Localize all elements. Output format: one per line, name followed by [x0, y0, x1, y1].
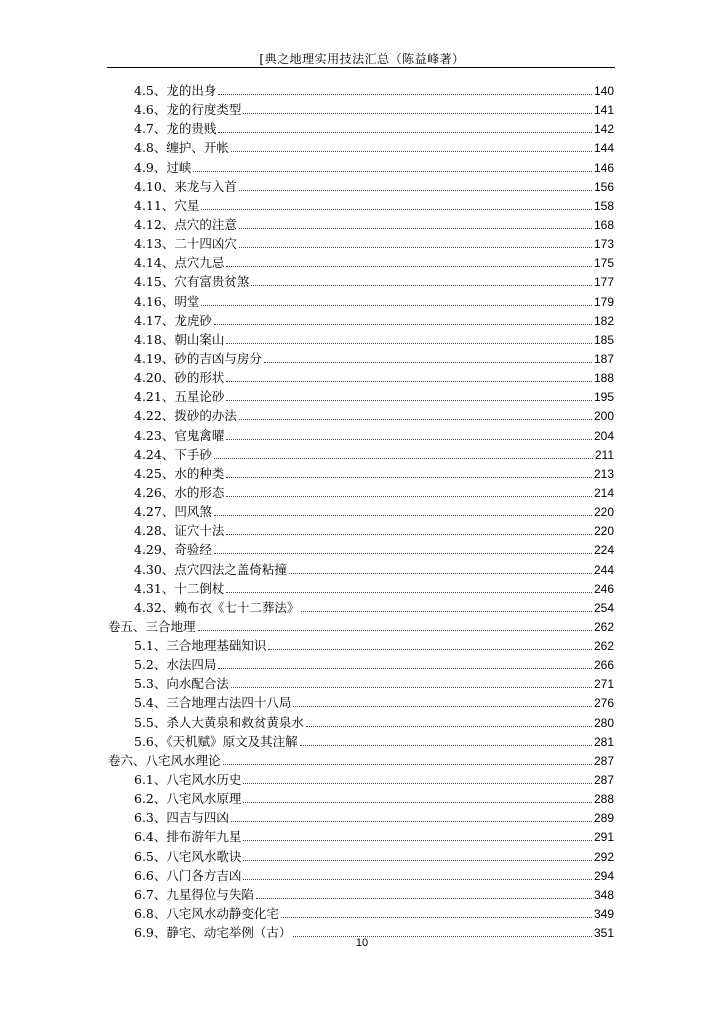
toc-entry-page: 187 — [593, 351, 614, 366]
dot-leader — [226, 533, 592, 535]
dot-leader — [268, 648, 592, 650]
dot-leader — [226, 438, 592, 440]
toc-entry-title: 4.8、缠护、开帐 — [134, 140, 229, 156]
toc-entry[interactable] — [134, 635, 614, 653]
toc-entry-title: 4.30、点穴四法之盖倚粘撞 — [134, 561, 287, 577]
toc-entry-title: 4.27、凹风煞 — [134, 504, 212, 520]
dot-leader — [301, 610, 592, 612]
toc-entry[interactable] — [134, 769, 614, 787]
toc-entry-title: 6.4、排布游年九星 — [134, 829, 242, 845]
toc-entry[interactable] — [134, 788, 614, 806]
toc-entry[interactable] — [134, 826, 614, 844]
toc-entry[interactable] — [134, 348, 614, 366]
toc-entry-title: 4.7、龙的贵贱 — [134, 121, 217, 137]
dot-leader — [239, 189, 592, 191]
toc-entry[interactable] — [134, 846, 614, 864]
toc-entry-page: 276 — [593, 696, 614, 711]
toc-entry-page: 220 — [593, 524, 614, 539]
toc-entry-title: 4.22、拨砂的办法 — [134, 408, 237, 424]
toc-entry-title: 4.9、过峡 — [134, 159, 192, 175]
toc-entry[interactable] — [134, 367, 614, 385]
toc-entry-page: 140 — [593, 84, 614, 98]
dot-leader — [226, 380, 592, 382]
toc-entry-title: 6.3、四吉与四凶 — [134, 810, 229, 826]
toc-entry[interactable] — [134, 539, 614, 557]
toc-entry-page: 287 — [593, 753, 614, 768]
toc-entry[interactable] — [134, 329, 614, 347]
toc-entry-page: 254 — [593, 600, 614, 615]
toc-entry-page: 280 — [593, 715, 614, 730]
toc-entry-page: 146 — [593, 160, 614, 175]
toc-entry-page: 173 — [593, 237, 614, 252]
toc-entry-page: 168 — [593, 217, 614, 232]
toc-entry-title: 5.3、向水配合法 — [134, 676, 229, 692]
toc-entry-title: 4.10、来龙与入首 — [134, 178, 237, 194]
toc-entry-title: 4.23、官鬼禽曜 — [134, 427, 225, 443]
toc-entry-page: 291 — [593, 830, 614, 845]
toc-entry-title: 6.6、八门各方吉凶 — [134, 867, 242, 883]
toc-entry[interactable] — [134, 271, 614, 289]
toc-entry-title: 5.2、水法四局 — [134, 657, 217, 673]
dot-leader — [226, 476, 592, 478]
dot-leader — [231, 150, 592, 152]
dot-leader — [201, 304, 592, 306]
toc-entry-title: 4.25、水的种类 — [134, 465, 225, 481]
toc-entry-page: 175 — [593, 256, 614, 271]
toc-entry-title: 4.17、龙虎砂 — [134, 312, 212, 328]
toc-entry-page: 214 — [593, 485, 614, 500]
toc-entry-title: 4.32、赖布衣《七十二葬法》 — [134, 599, 300, 615]
toc-entry[interactable] — [134, 520, 614, 538]
toc-entry-page: 288 — [593, 792, 614, 807]
toc-entry-title: 4.13、二十四凶穴 — [134, 236, 237, 252]
toc-entry-title: 5.4、三合地理古法四十八局 — [134, 695, 292, 711]
toc-entry[interactable] — [134, 214, 614, 232]
toc-entry[interactable] — [134, 425, 614, 443]
toc-entry[interactable] — [134, 884, 614, 902]
toc-entry[interactable] — [134, 252, 614, 270]
toc-entry-title: 4.31、十二倒杖 — [134, 580, 225, 596]
dot-leader — [256, 897, 592, 899]
toc-entry-title: 4.15、穴有富贵贫煞 — [134, 274, 250, 290]
toc-entry[interactable] — [134, 310, 614, 328]
toc-entry[interactable] — [134, 692, 614, 710]
dot-leader — [201, 208, 592, 210]
dot-leader — [226, 495, 592, 497]
toc-entry-page: 281 — [593, 734, 614, 749]
dot-leader — [239, 227, 592, 229]
dot-leader — [198, 629, 592, 631]
toc-entry-title: 6.2、八宅风水原理 — [134, 791, 242, 807]
toc-entry-page: 294 — [593, 868, 614, 883]
toc-entry-title: 4.16、明堂 — [134, 293, 200, 309]
toc-entry-page: 349 — [593, 907, 614, 922]
dot-leader — [251, 284, 592, 286]
toc-entry-title: 4.21、五星论砂 — [134, 389, 225, 405]
toc-entry[interactable] — [134, 807, 614, 825]
toc-entry-title: 6.8、八宅风水动静变化宅 — [134, 906, 279, 922]
dot-leader — [226, 342, 592, 344]
toc-entry-page: 289 — [593, 811, 614, 826]
toc-entry-page: 177 — [593, 275, 614, 290]
dot-leader — [214, 323, 592, 325]
toc-entry[interactable] — [134, 482, 614, 500]
dot-leader — [218, 131, 592, 133]
dot-leader — [300, 744, 592, 746]
toc-entry[interactable] — [134, 597, 614, 615]
toc-entry[interactable] — [134, 578, 614, 596]
dot-leader — [306, 725, 592, 727]
toc-entry[interactable] — [134, 405, 614, 423]
dot-leader — [243, 878, 592, 880]
toc-entry-page: 244 — [593, 562, 614, 577]
toc-entry-page: 144 — [593, 141, 614, 156]
toc-entry[interactable] — [134, 654, 614, 672]
toc-entry-page: 262 — [593, 639, 614, 654]
dot-leader — [223, 763, 592, 765]
toc-entry-title: 4.6、龙的行度类型 — [134, 102, 242, 118]
toc-entry-title: 4.11、穴星 — [134, 197, 200, 213]
toc-entry[interactable] — [134, 501, 614, 519]
toc-entry[interactable] — [134, 386, 614, 404]
toc-entry[interactable] — [134, 137, 614, 155]
toc-entry-page: 246 — [593, 581, 614, 596]
toc-entry-title: 4.26、水的形态 — [134, 484, 225, 500]
toc-entry[interactable] — [108, 750, 614, 768]
toc-entry-title: 6.9、静宅、动宅举例（古） — [134, 925, 292, 941]
toc-entry-page: 224 — [593, 543, 614, 558]
dot-leader — [293, 705, 592, 707]
toc-entry-page: 204 — [593, 428, 614, 443]
toc-entry-title: 4.12、点穴的注意 — [134, 216, 237, 232]
toc-entry[interactable] — [134, 233, 614, 251]
toc-entry-page: 211 — [594, 447, 614, 462]
dot-leader — [214, 514, 592, 516]
toc-entry[interactable] — [134, 99, 614, 117]
toc-entry-page: 287 — [593, 773, 614, 788]
dot-leader — [243, 839, 592, 841]
toc-entry-title: 卷五、三合地理 — [108, 618, 196, 634]
toc-entry-title: 4.28、证穴十法 — [134, 523, 225, 539]
toc-entry[interactable] — [134, 195, 614, 213]
toc-entry-page: 351 — [593, 926, 614, 941]
toc-entry-page: 220 — [593, 505, 614, 520]
toc-entry[interactable] — [134, 118, 614, 136]
dot-leader — [239, 418, 592, 420]
dot-leader — [214, 457, 593, 459]
toc-entry-page: 185 — [593, 332, 614, 347]
toc-entry[interactable] — [134, 673, 614, 691]
toc-entry[interactable] — [134, 444, 614, 462]
toc-entry-title: 4.24、下手砂 — [134, 446, 212, 462]
toc-entry-page: 262 — [593, 619, 614, 634]
toc-entry-page: 158 — [593, 198, 614, 213]
toc-entry-title: 4.5、龙的出身 — [134, 83, 217, 98]
toc-entry-title: 6.1、八宅风水历史 — [134, 772, 242, 788]
toc-entry[interactable] — [134, 731, 614, 749]
dot-leader — [289, 572, 592, 574]
dot-leader — [243, 112, 592, 114]
dot-leader — [231, 820, 592, 822]
toc-entry[interactable] — [134, 157, 614, 175]
toc-entry[interactable] — [108, 616, 614, 634]
toc-entry-page: 213 — [593, 466, 614, 481]
dot-leader — [243, 801, 592, 803]
toc-entry-page: 142 — [593, 122, 614, 137]
toc-entry-title: 4.14、点穴九忌 — [134, 255, 225, 271]
header-rule — [107, 67, 615, 68]
toc-entry-title: 卷六、八宅风水理论 — [108, 752, 221, 768]
toc-entry-page: 182 — [593, 313, 614, 328]
toc-entry[interactable] — [134, 176, 614, 194]
toc-entry[interactable] — [134, 80, 614, 98]
dot-leader — [243, 859, 592, 861]
dot-leader — [226, 399, 592, 401]
dot-leader — [218, 93, 592, 95]
toc-entry-page: 156 — [593, 179, 614, 194]
toc-entry-title: 4.29、奇验经 — [134, 542, 212, 558]
dot-leader — [193, 170, 592, 172]
toc-entry-page: 195 — [593, 390, 614, 405]
toc-entry-page: 348 — [593, 887, 614, 902]
dot-leader — [243, 782, 592, 784]
dot-leader — [281, 916, 592, 918]
toc-entry-page: 188 — [593, 371, 614, 386]
toc-entry[interactable] — [134, 291, 614, 309]
toc-entry-title: 4.19、砂的吉凶与房分 — [134, 350, 262, 366]
toc-entry-title: 5.6、《天机赋》原文及其注解 — [134, 733, 298, 749]
dot-leader — [226, 591, 592, 593]
dot-leader — [226, 265, 592, 267]
toc-entry-title: 6.7、九星得位与失陷 — [134, 886, 254, 902]
toc-entry-title: 5.5、杀人大黄泉和救贫黄泉水 — [134, 714, 304, 730]
dot-leader — [239, 246, 592, 248]
dot-leader — [218, 667, 592, 669]
toc-entry-page: 179 — [593, 294, 614, 309]
dot-leader — [231, 686, 592, 688]
dot-leader — [214, 552, 592, 554]
running-header: [典之地理实用技法汇总（陈益峰著） — [259, 52, 465, 66]
toc-entry-title: 4.20、砂的形状 — [134, 370, 225, 386]
page-number: 10 — [355, 937, 369, 949]
toc-entry-page: 292 — [593, 849, 614, 864]
toc-entry[interactable] — [134, 903, 614, 921]
toc-entry[interactable] — [134, 463, 614, 481]
toc-entry[interactable] — [134, 559, 614, 577]
toc-entry-page: 266 — [593, 658, 614, 673]
toc-entry-page: 200 — [593, 409, 614, 424]
toc-entry-title: 5.1、三合地理基础知识 — [134, 638, 267, 654]
toc-entry-page: 271 — [593, 677, 614, 692]
toc-entry-title: 4.18、朝山案山 — [134, 331, 225, 347]
toc-entry[interactable] — [134, 712, 614, 730]
toc-entry-page: 141 — [593, 103, 614, 118]
toc-entry[interactable] — [134, 865, 614, 883]
toc-entry-title: 6.5、八宅风水歌诀 — [134, 848, 242, 864]
dot-leader — [264, 361, 592, 363]
